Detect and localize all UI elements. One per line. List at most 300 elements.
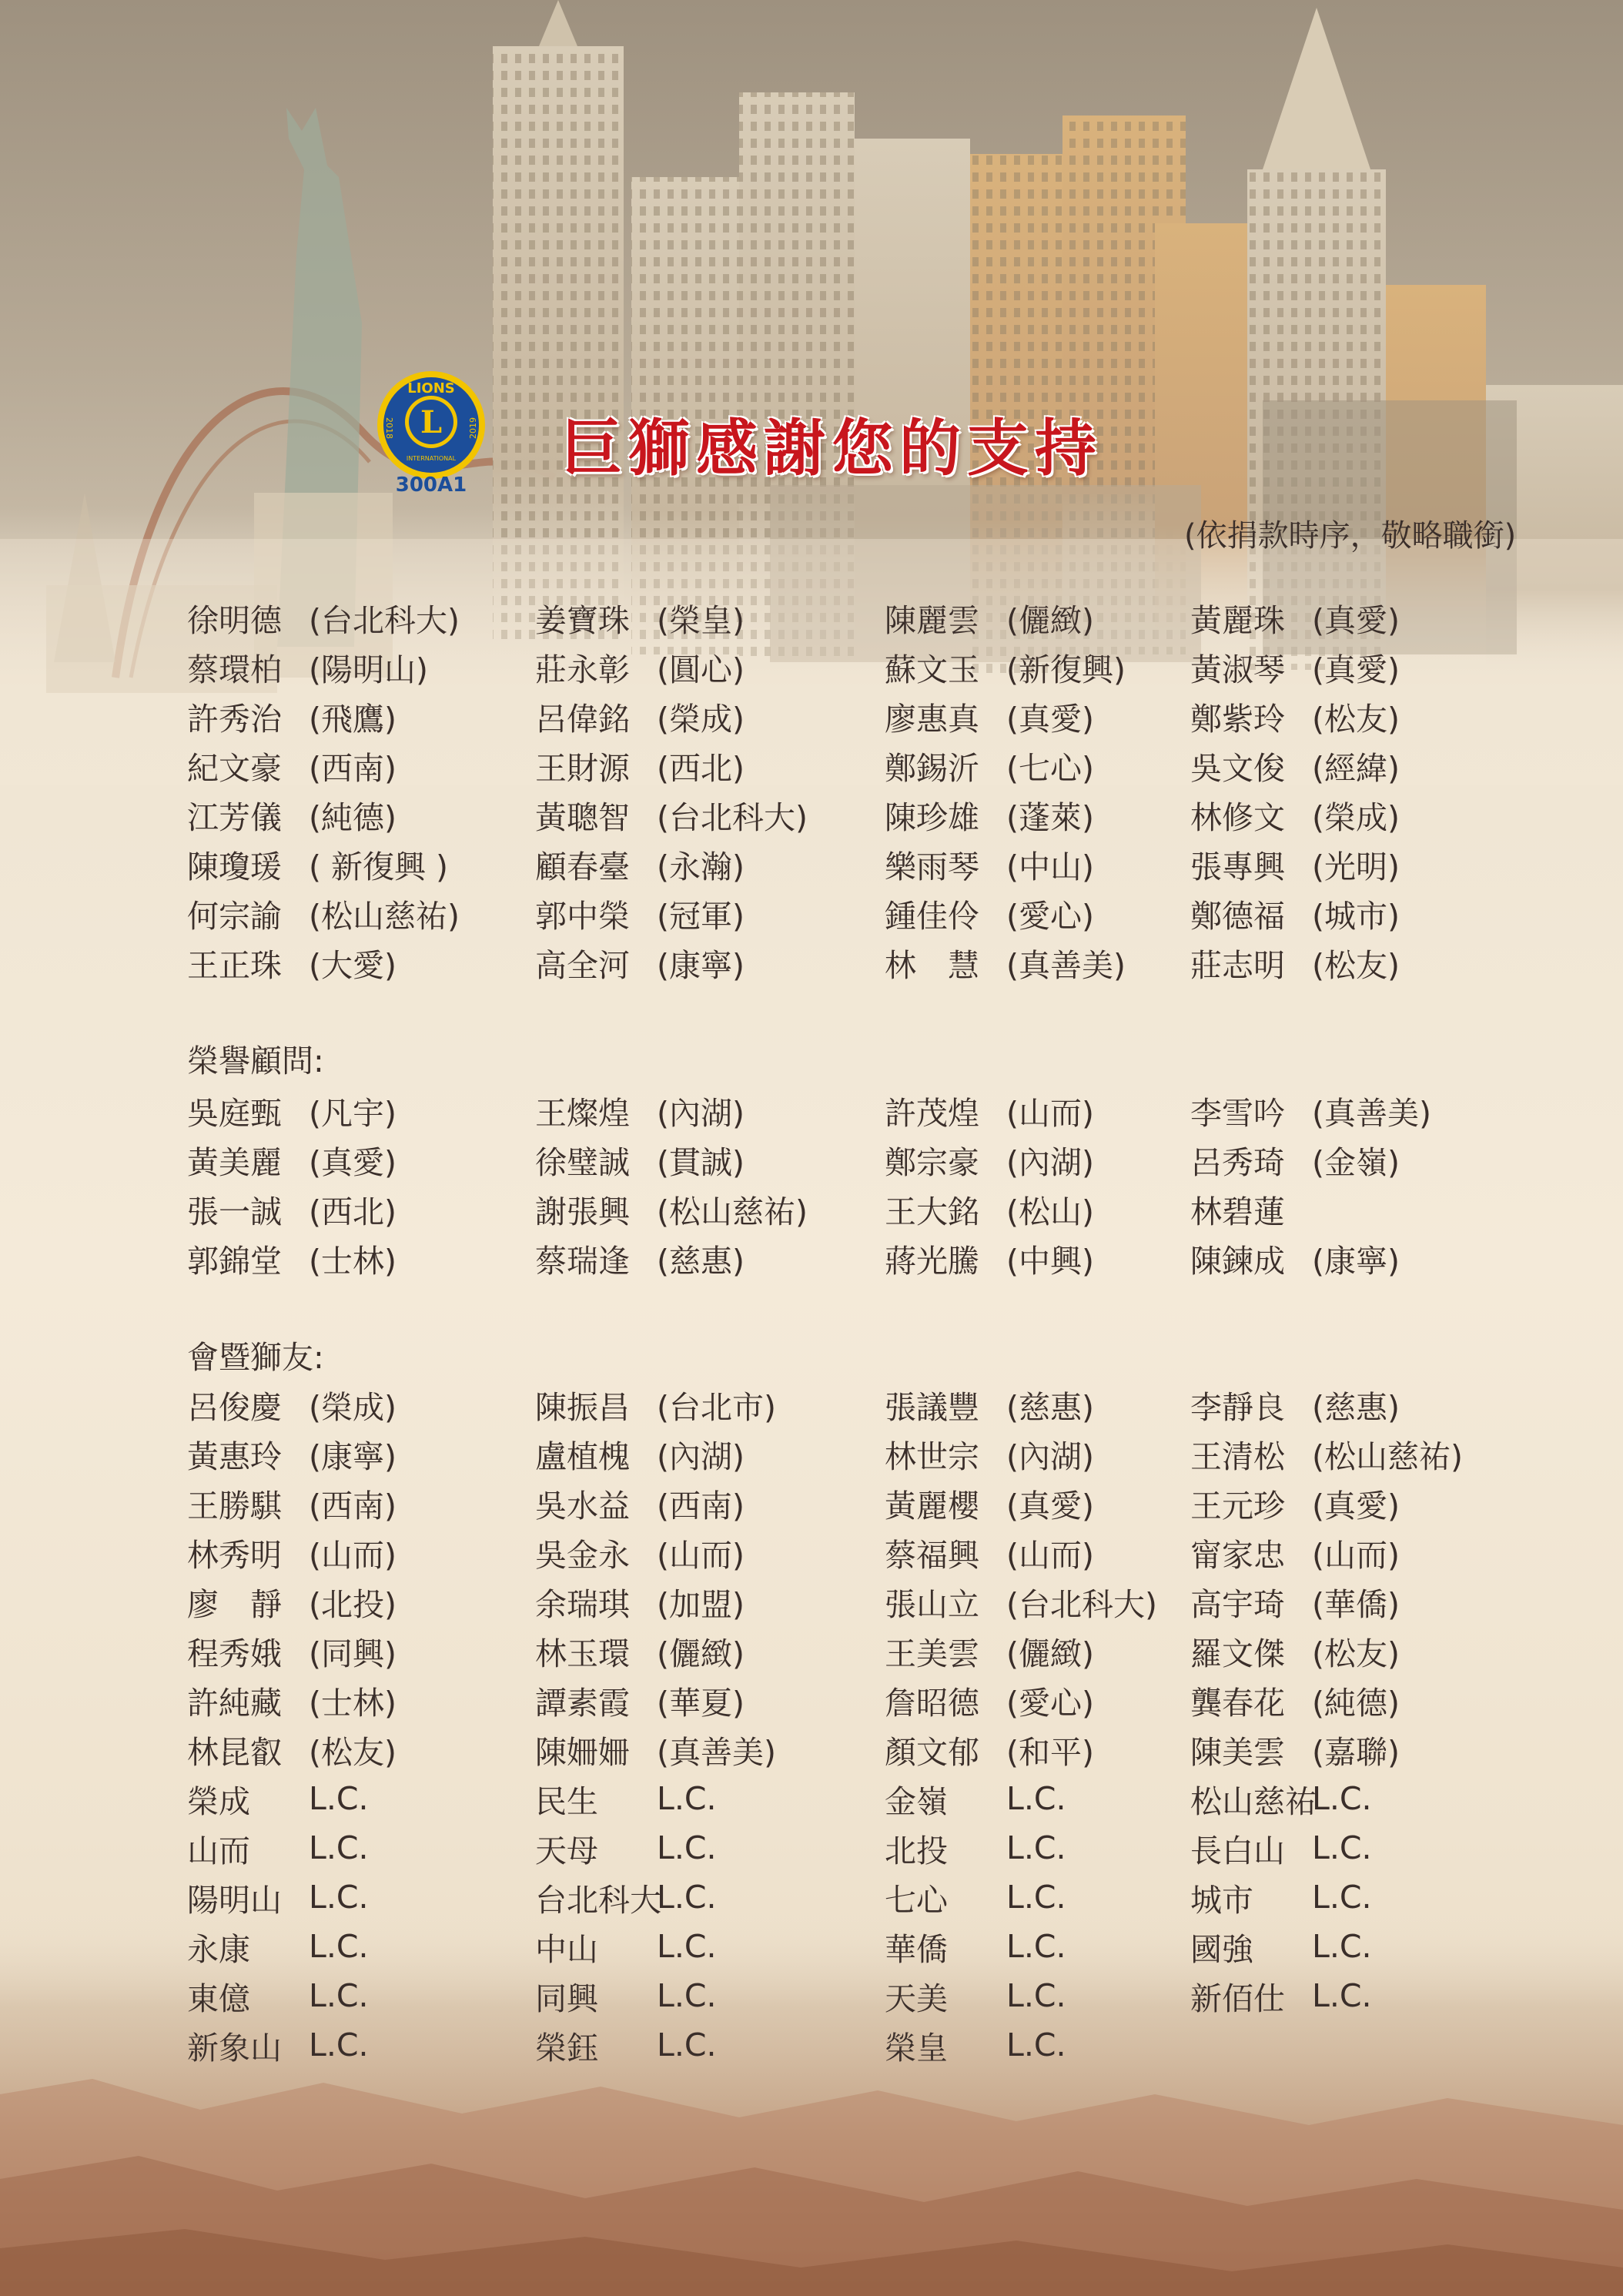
name-entry [535, 642, 885, 691]
page-title: 巨獅感謝您的支持 [561, 412, 1103, 484]
person-name: 金嶺 [885, 1782, 948, 1820]
person-name: 吳水益 [535, 1487, 630, 1525]
name-entry [187, 1528, 535, 1577]
club-name: (松友) [1312, 700, 1400, 738]
logo-top-text: LIONS [407, 380, 455, 397]
club-name: (經緯) [1312, 749, 1400, 787]
name-entry [187, 790, 535, 839]
club-name: (新復興) [1006, 651, 1126, 688]
club-name: (圓心) [657, 651, 745, 688]
person-name: 國強 [1190, 1930, 1253, 1968]
name-entry [1190, 1725, 1537, 1774]
name-entry [885, 1577, 1190, 1626]
name-entry [885, 691, 1190, 741]
name-entry [885, 1233, 1190, 1283]
club-name: (愛心) [1006, 1684, 1094, 1722]
club-name: (山而) [309, 1536, 397, 1574]
person-name: 榮成 [187, 1782, 250, 1820]
club-name: (凡宇) [309, 1094, 397, 1132]
club-name: (松友) [309, 1733, 397, 1771]
name-entry [1190, 593, 1537, 642]
person-name: 高全河 [535, 946, 630, 984]
name-entry [1190, 691, 1537, 741]
club-name: (康寧) [1312, 1242, 1400, 1280]
name-entry [885, 889, 1190, 938]
person-name: 許茂煌 [885, 1094, 979, 1132]
person-name: 徐明德 [187, 601, 282, 639]
person-name: 程秀娥 [187, 1635, 282, 1672]
club-name: (榮皇) [657, 601, 745, 639]
club-name: (榮成) [309, 1388, 397, 1426]
name-entry [535, 1478, 885, 1528]
person-name: 龔春花 [1190, 1684, 1285, 1722]
club-name: (真愛) [309, 1143, 397, 1181]
person-name: 王勝騏 [187, 1487, 282, 1525]
club-name: (山而) [1312, 1536, 1400, 1574]
name-entry [1190, 790, 1537, 839]
name-entry [187, 741, 535, 790]
person-name: 王正珠 [187, 946, 282, 984]
person-name: 鄭德福 [1190, 897, 1285, 935]
name-entry [885, 1380, 1190, 1429]
name-entry [187, 1774, 535, 1823]
club-name: (慈惠) [1006, 1388, 1094, 1426]
name-entry [1190, 1626, 1537, 1675]
club-name: (士林) [309, 1684, 397, 1722]
person-name: 黃惠玲 [187, 1438, 282, 1475]
club-name: (慈惠) [657, 1242, 745, 1280]
person-name: 莊志明 [1190, 946, 1285, 984]
person-name: 許純藏 [187, 1684, 282, 1722]
person-name: 天美 [885, 1980, 948, 2017]
person-name: 永康 [187, 1930, 250, 1968]
name-entry [187, 938, 535, 987]
person-name: 李雪吟 [1190, 1094, 1285, 1132]
person-name: 呂偉銘 [535, 700, 630, 738]
club-name: ( 新復興 ) [309, 848, 449, 885]
club-name: L.C. [1312, 1879, 1372, 1916]
club-name: L.C. [657, 1879, 717, 1916]
club-name: (大愛) [309, 946, 397, 984]
person-name: 余瑞琪 [535, 1585, 630, 1623]
person-name: 城市 [1190, 1881, 1253, 1919]
name-entry [187, 691, 535, 741]
club-name: (真愛) [1006, 700, 1094, 738]
person-name: 王清松 [1190, 1438, 1285, 1475]
club-name: (內湖) [1006, 1143, 1094, 1181]
club-name: (慈惠) [1312, 1388, 1400, 1426]
person-name: 甯家忠 [1190, 1536, 1285, 1574]
club-name: (台北科大) [1006, 1585, 1157, 1623]
person-name: 林秀明 [187, 1536, 282, 1574]
person-name: 蔡環柏 [187, 651, 282, 688]
person-name: 黃聰智 [535, 798, 630, 836]
person-name: 廖惠真 [885, 700, 979, 738]
person-name: 蔣光騰 [885, 1242, 979, 1280]
person-name: 高宇琦 [1190, 1585, 1285, 1623]
person-name: 盧植槐 [535, 1438, 630, 1475]
club-name: (山而) [1006, 1536, 1094, 1574]
person-name: 顏文郁 [885, 1733, 979, 1771]
club-name: L.C. [657, 1977, 717, 2014]
logo-year-left: 2018 [384, 417, 394, 439]
name-entry [187, 1429, 535, 1478]
name-entry [885, 1873, 1190, 1922]
person-name: 郭中榮 [535, 897, 630, 935]
club-name: (嘉聯) [1312, 1733, 1400, 1771]
club-name: (北投) [309, 1585, 397, 1623]
club-name: (台北市) [657, 1388, 776, 1426]
club-name: (內湖) [657, 1438, 745, 1475]
club-name: (真善美) [1312, 1094, 1431, 1132]
person-name: 台北科大 [535, 1881, 661, 1919]
person-name: 呂俊慶 [187, 1388, 282, 1426]
name-entry [885, 741, 1190, 790]
person-name: 林玉環 [535, 1635, 630, 1672]
name-entry [187, 1626, 535, 1675]
club-name: (松山慈祐) [309, 897, 460, 935]
name-entry [885, 642, 1190, 691]
club-name: L.C. [1006, 1780, 1066, 1817]
club-name: (榮成) [1312, 798, 1400, 836]
person-name: 天母 [535, 1832, 598, 1869]
club-name: (真愛) [1312, 651, 1400, 688]
club-name: (純德) [1312, 1684, 1400, 1722]
person-name: 紀文豪 [187, 749, 282, 787]
person-name: 樂雨琴 [885, 848, 979, 885]
club-name: (儷緻) [1006, 1635, 1094, 1672]
name-entry [187, 1233, 535, 1283]
person-name: 吳金永 [535, 1536, 630, 1574]
name-entry [885, 1528, 1190, 1577]
club-name: (中興) [1006, 1242, 1094, 1280]
person-name: 呂秀琦 [1190, 1143, 1285, 1181]
club-name: (真善美) [657, 1733, 776, 1771]
club-name: (儷緻) [657, 1635, 745, 1672]
person-name: 黃淑琴 [1190, 651, 1285, 688]
club-name: (松友) [1312, 1635, 1400, 1672]
name-entry [1190, 1429, 1537, 1478]
club-name: (西北) [309, 1193, 397, 1230]
club-name: (城市) [1312, 897, 1400, 935]
club-name: (士林) [309, 1242, 397, 1280]
person-name: 榮鈺 [535, 2029, 598, 2067]
name-entry [1190, 889, 1537, 938]
club-name: (內湖) [1006, 1438, 1094, 1475]
name-entry [535, 1233, 885, 1283]
club-name: (愛心) [1006, 897, 1094, 935]
name-entry [885, 1429, 1190, 1478]
person-name: 李靜良 [1190, 1388, 1285, 1426]
club-name: L.C. [657, 1780, 717, 1817]
person-name: 黃麗珠 [1190, 601, 1285, 639]
logo-ribbon-text: INTERNATIONAL [406, 455, 457, 462]
club-name: L.C. [1006, 2027, 1066, 2063]
name-entry [1190, 1528, 1537, 1577]
person-name: 陳珍雄 [885, 798, 979, 836]
club-name: L.C. [1312, 1928, 1372, 1965]
club-name: (七心) [1006, 749, 1094, 787]
name-entry [1190, 1922, 1537, 1971]
club-name: L.C. [1006, 1928, 1066, 1965]
name-entry [187, 1380, 535, 1429]
person-name: 許秀治 [187, 700, 282, 738]
club-name: (康寧) [657, 946, 745, 984]
person-name: 陳麗雲 [885, 601, 979, 639]
name-entry [535, 593, 885, 642]
person-name: 黃麗櫻 [885, 1487, 979, 1525]
name-entry [1190, 938, 1537, 987]
name-entry [187, 1577, 535, 1626]
person-name: 中山 [535, 1930, 598, 1968]
club-name: (台北科大) [657, 798, 808, 836]
person-name: 何宗諭 [187, 897, 282, 935]
name-entry [535, 1675, 885, 1725]
ordering-note: (依捐款時序，敬略職銜) [1184, 518, 1517, 554]
club-name: (松山) [1006, 1193, 1094, 1230]
person-name: 陳姍姍 [535, 1733, 630, 1771]
club-name: (台北科大) [309, 601, 460, 639]
person-name: 姜寶珠 [535, 601, 630, 639]
person-name: 長白山 [1190, 1832, 1285, 1869]
person-name: 林碧蓮 [1190, 1193, 1285, 1230]
person-name: 莊永彰 [535, 651, 630, 688]
name-entry [1190, 1774, 1537, 1823]
name-entry [885, 1971, 1190, 2020]
club-name: (康寧) [309, 1438, 397, 1475]
donor-list [187, 593, 1537, 987]
club-name: (山而) [657, 1536, 745, 1574]
person-name: 蔡福興 [885, 1536, 979, 1574]
club-name: (山而) [1006, 1094, 1094, 1132]
name-entry [1190, 1184, 1537, 1233]
club-name: L.C. [309, 1879, 369, 1916]
name-entry [1190, 1873, 1537, 1922]
name-entry [187, 1184, 535, 1233]
club-name: (同興) [309, 1635, 397, 1672]
name-entry [535, 1725, 885, 1774]
club-name: L.C. [309, 1829, 369, 1866]
person-name: 徐璧誠 [535, 1143, 630, 1181]
members-heading: 會暨獅友: [187, 1339, 324, 1376]
name-entry [1190, 1086, 1537, 1135]
name-entry [535, 1135, 885, 1184]
name-entry [535, 1626, 885, 1675]
name-entry [1190, 1971, 1537, 2020]
club-name: (真愛) [1312, 601, 1400, 639]
name-entry [1190, 1675, 1537, 1725]
person-name: 陽明山 [187, 1881, 282, 1919]
person-name: 王財源 [535, 749, 630, 787]
logo-district: 300A1 [395, 474, 467, 493]
club-name: (西南) [309, 1487, 397, 1525]
name-entry [535, 938, 885, 987]
club-name: L.C. [657, 1928, 717, 1965]
person-name: 陳美雲 [1190, 1733, 1285, 1771]
name-entry [187, 1086, 535, 1135]
club-name: (永瀚) [657, 848, 745, 885]
club-name: L.C. [1006, 1829, 1066, 1866]
person-name: 張議豐 [885, 1388, 979, 1426]
name-entry [1190, 1135, 1537, 1184]
club-name: (陽明山) [309, 651, 428, 688]
name-entry [535, 741, 885, 790]
person-name: 王燦煌 [535, 1094, 630, 1132]
name-entry [187, 1725, 535, 1774]
club-name: L.C. [309, 1977, 369, 2014]
club-name: (松山慈祐) [1312, 1438, 1463, 1475]
name-entry [885, 938, 1190, 987]
person-name: 黃美麗 [187, 1143, 282, 1181]
name-entry [535, 790, 885, 839]
name-entry [187, 593, 535, 642]
name-entry [885, 2020, 1190, 2070]
club-name: (冠軍) [657, 897, 745, 935]
club-name: L.C. [1312, 1829, 1372, 1866]
name-entry [535, 1823, 885, 1873]
name-entry [187, 642, 535, 691]
name-entry [535, 1429, 885, 1478]
person-name: 郭錦堂 [187, 1242, 282, 1280]
name-entry [535, 1184, 885, 1233]
club-name: L.C. [309, 1928, 369, 1965]
person-name: 陳瓊瑗 [187, 848, 282, 885]
name-entry [1190, 741, 1537, 790]
name-entry [1190, 1823, 1537, 1873]
person-name: 陳鍊成 [1190, 1242, 1285, 1280]
person-name: 同興 [535, 1980, 598, 2017]
name-entry [535, 691, 885, 741]
club-name: L.C. [657, 1829, 717, 1866]
person-name: 榮皇 [885, 2029, 948, 2067]
club-name: L.C. [1312, 1780, 1372, 1817]
person-name: 張山立 [885, 1585, 979, 1623]
club-name: (真愛) [1312, 1487, 1400, 1525]
person-name: 張專興 [1190, 848, 1285, 885]
person-name: 江芳儀 [187, 798, 282, 836]
name-entry [535, 839, 885, 889]
club-name: (真愛) [1006, 1487, 1094, 1525]
name-entry [187, 1675, 535, 1725]
name-entry [187, 1922, 535, 1971]
name-entry [885, 839, 1190, 889]
person-name: 王大銘 [885, 1193, 979, 1230]
person-name: 華僑 [885, 1930, 948, 1968]
club-name: L.C. [1006, 1977, 1066, 2014]
club-name: (西北) [657, 749, 745, 787]
person-name: 張一誠 [187, 1193, 282, 1230]
name-entry [187, 1971, 535, 2020]
person-name: 北投 [885, 1832, 948, 1869]
club-name: (內湖) [657, 1094, 745, 1132]
name-entry [885, 1675, 1190, 1725]
logo-year-right: 2019 [468, 417, 478, 439]
name-entry [1190, 642, 1537, 691]
name-entry [885, 1922, 1190, 1971]
person-name: 陳振昌 [535, 1388, 630, 1426]
name-entry [535, 1528, 885, 1577]
club-name: (純德) [309, 798, 397, 836]
person-name: 林昆叡 [187, 1733, 282, 1771]
name-entry [535, 1873, 885, 1922]
name-entry [1190, 1478, 1537, 1528]
person-name: 鄭錫沂 [885, 749, 979, 787]
club-name: (加盟) [657, 1585, 745, 1623]
person-name: 吳庭甄 [187, 1094, 282, 1132]
club-name: (榮成) [657, 700, 745, 738]
name-entry [535, 2020, 885, 2070]
person-name: 林修文 [1190, 798, 1285, 836]
name-entry [187, 1478, 535, 1528]
club-name: (蓬萊) [1006, 798, 1094, 836]
name-entry [885, 1184, 1190, 1233]
club-name: (華僑) [1312, 1585, 1400, 1623]
name-entry [885, 1478, 1190, 1528]
name-entry [535, 889, 885, 938]
name-entry [1190, 1577, 1537, 1626]
name-entry [187, 1823, 535, 1873]
name-entry [885, 790, 1190, 839]
club-name: (松山慈祐) [657, 1193, 808, 1230]
name-entry [885, 1774, 1190, 1823]
person-name: 鄭紫玲 [1190, 700, 1285, 738]
club-name: (華夏) [657, 1684, 745, 1722]
name-entry [535, 1577, 885, 1626]
honorary-heading: 榮譽顧問: [187, 1043, 324, 1079]
person-name: 林 慧 [885, 946, 979, 984]
club-name: (松友) [1312, 946, 1400, 984]
club-name: L.C. [657, 2027, 717, 2063]
name-entry [1190, 1233, 1537, 1283]
club-name: (飛鷹) [309, 700, 397, 738]
name-entry [535, 1086, 885, 1135]
club-name: (中山) [1006, 848, 1094, 885]
person-name: 新象山 [187, 2029, 282, 2067]
club-name: L.C. [309, 2027, 369, 2063]
person-name: 詹昭德 [885, 1684, 979, 1722]
person-name: 林世宗 [885, 1438, 979, 1475]
name-entry [187, 2020, 535, 2070]
club-name: (和平) [1006, 1733, 1094, 1771]
name-entry [187, 839, 535, 889]
club-name: (真善美) [1006, 946, 1126, 984]
name-entry [535, 1971, 885, 2020]
person-name: 顧春臺 [535, 848, 630, 885]
name-entry [535, 1380, 885, 1429]
person-name: 蘇文玉 [885, 651, 979, 688]
name-entry [885, 1626, 1190, 1675]
person-name: 東億 [187, 1980, 250, 2017]
person-name: 七心 [885, 1881, 948, 1919]
person-name: 王元珍 [1190, 1487, 1285, 1525]
club-name: (光明) [1312, 848, 1400, 885]
club-name: (儷緻) [1006, 601, 1094, 639]
person-name: 民生 [535, 1782, 598, 1820]
name-entry [187, 1873, 535, 1922]
club-name: (貫誠) [657, 1143, 745, 1181]
honorary-list [187, 1086, 1537, 1283]
name-entry [885, 1725, 1190, 1774]
name-entry [1190, 2020, 1537, 2070]
person-name: 新佰仕 [1190, 1980, 1285, 2017]
name-entry [885, 1823, 1190, 1873]
club-name: (金嶺) [1312, 1143, 1400, 1181]
person-name: 廖 靜 [187, 1585, 282, 1623]
club-name: L.C. [309, 1780, 369, 1817]
members-list [187, 1380, 1537, 2070]
name-entry [1190, 1380, 1537, 1429]
name-entry [535, 1922, 885, 1971]
